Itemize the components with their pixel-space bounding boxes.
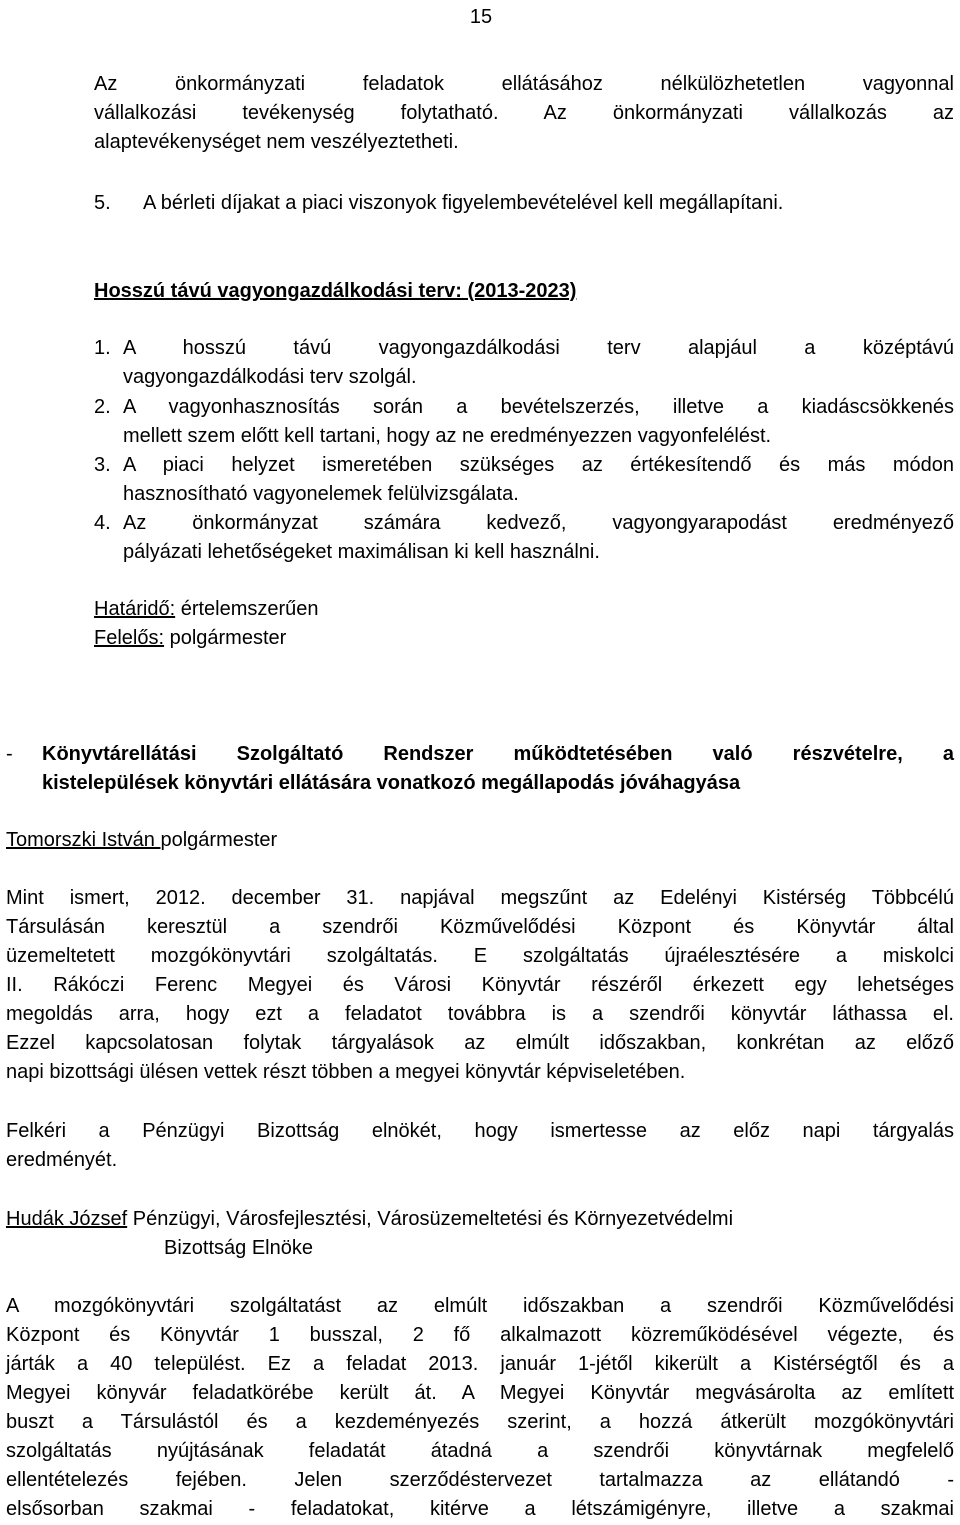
plan-item-2 bbox=[94, 393, 954, 451]
responsible-value: polgármester bbox=[164, 627, 287, 649]
plan-heading: Hosszú távú vagyongazdálkodási terv: (2013-2023) bbox=[94, 280, 577, 302]
paragraph-1-line-3: üzemeltetett mozgókönyvtári szolgáltatás. E szolgáltatás újraélesztésére a miskolci bbox=[6, 945, 954, 967]
point-5-number: 5. bbox=[94, 192, 111, 214]
paragraph-3-line-5: buszt a Társulástól és a kezdeményezés szerint, a hozzá átkerült mozgókönyvtári bbox=[6, 1411, 954, 1433]
agenda-dash: - bbox=[6, 743, 13, 765]
speaker-2 bbox=[6, 1205, 733, 1234]
plan-item-3-number: 3. bbox=[94, 454, 111, 476]
intro-line-2: vállalkozási tevékenység folytatható. Az önkormányzati vállalkozás az bbox=[94, 102, 954, 124]
plan-item-3 bbox=[94, 451, 954, 509]
responsible-label: Felelős: bbox=[94, 627, 165, 649]
plan-item-2-line-2: mellett szem előtt kell tartani, hogy az ne eredményezzen vagyonfelélést. bbox=[123, 425, 772, 447]
plan-item-4-line-2: pályázati lehetőségeket maximálisan ki kell használni. bbox=[123, 541, 600, 563]
plan-item-1-line-2: vagyongazdálkodási terv szolgál. bbox=[123, 366, 417, 388]
paragraph-2-line-1: Felkéri a Pénzügyi Bizottság elnökét, hogy ismertesse az előz napi tárgyalás bbox=[6, 1120, 954, 1142]
paragraph-1-line-6: Ezzel kapcsolatosan folytak tárgyalások az elmúlt időszakban, konkrétan az előző bbox=[6, 1032, 954, 1054]
paragraph-1-line-4: II. Rákóczi Ferenc Megyei és Városi Könyvtár részéről érkezett egy lehetséges bbox=[6, 974, 954, 996]
plan-item-2-line-1: A vagyonhasznosítás során a bevételszerzés, illetve a kiadáscsökkenés bbox=[123, 396, 954, 418]
point-5 bbox=[94, 189, 954, 218]
intro-line-1: Az önkormányzati feladatok ellátásához nélkülözhetetlen vagyonnal bbox=[94, 73, 954, 95]
agenda-item bbox=[6, 740, 954, 798]
speaker-1 bbox=[6, 826, 277, 855]
point-5-text: A bérleti díjakat a piaci viszonyok figyelembevételével kell megállapítani. bbox=[143, 192, 784, 214]
paragraph-3-line-3: járták a 40 települést. Ez a feladat 2013. január 1-jétől kikerült a Kistérségtől és a bbox=[6, 1353, 954, 1375]
plan-item-4-number: 4. bbox=[94, 512, 111, 534]
intro-line-3: alaptevékenységet nem veszélyeztetheti. bbox=[94, 131, 459, 153]
paragraph-1-line-7: napi bizottsági ülésen vettek részt többen a megyei könyvtár képviseletében. bbox=[6, 1061, 686, 1083]
speaker-2-title-line-2: Bizottság Elnöke bbox=[164, 1237, 313, 1259]
paragraph-3-line-8: elsősorban szakmai - feladatokat, kitérve a létszámigényre, illetve a szakmai bbox=[6, 1498, 954, 1520]
speaker-1-name: Tomorszki István bbox=[6, 829, 161, 851]
intro-paragraph bbox=[94, 70, 954, 157]
paragraph-3-line-7: ellentételezés fejében. Jelen szerződéstervezet tartalmazza az ellátandó - bbox=[6, 1469, 954, 1491]
page-number: 15 bbox=[469, 6, 493, 28]
plan-item-2-number: 2. bbox=[94, 396, 111, 418]
plan-item-4 bbox=[94, 509, 954, 567]
speaker-2-name: Hudák József bbox=[6, 1208, 128, 1230]
plan-item-1-line-1: A hosszú távú vagyongazdálkodási terv alapjául a középtávú bbox=[123, 337, 954, 359]
paragraph-1-line-2: Társulásán keresztül a szendrői Közművelődési Központ és Könyvtár által bbox=[6, 916, 954, 938]
deadline-value: értelemszerűen bbox=[175, 598, 319, 620]
plan-item-1 bbox=[94, 334, 954, 392]
paragraph-2-line-2: eredményét. bbox=[6, 1149, 118, 1171]
plan-item-3-line-1: A piaci helyzet ismeretében szükséges az értékesítendő és más módon bbox=[123, 454, 954, 476]
speaker-1-title: polgármester bbox=[160, 829, 278, 851]
paragraph-2 bbox=[6, 1117, 954, 1175]
deadline-label: Határidő: bbox=[94, 598, 176, 620]
plan-item-3-line-2: hasznosítható vagyonelemek felülvizsgálata. bbox=[123, 483, 519, 505]
paragraph-1 bbox=[6, 884, 954, 1087]
plan-item-4-line-1: Az önkormányzat számára kedvező, vagyongyarapodást eredményező bbox=[123, 512, 954, 534]
agenda-title-line-2: kistelepülések könyvtári ellátására vonatkozó megállapodás jóváhagyása bbox=[42, 772, 741, 794]
plan-item-1-number: 1. bbox=[94, 337, 111, 359]
responsible-line bbox=[94, 624, 286, 653]
speaker-2-title-line-1: Pénzügyi, Városfejlesztési, Városüzemeltetési és Környezetvédelmi bbox=[127, 1208, 734, 1230]
paragraph-3-line-2: Központ és Könyvtár 1 busszal, 2 fő alkalmazott közreműködésével végezte, és bbox=[6, 1324, 954, 1346]
paragraph-3 bbox=[6, 1292, 954, 1524]
agenda-title-line-1: Könyvtárellátási Szolgáltató Rendszer működtetésében való részvételre, a bbox=[42, 743, 954, 765]
deadline-line bbox=[94, 595, 319, 624]
paragraph-3-line-1: A mozgókönyvtári szolgáltatást az elmúlt időszakban a szendrői Közművelődési bbox=[6, 1295, 954, 1317]
paragraph-3-line-4: Megyei könyvár feladatkörébe került át. A Megyei Könyvtár megvásárolta az említett bbox=[6, 1382, 954, 1404]
paragraph-1-line-1: Mint ismert, 2012. december 31. napjával megszűnt az Edelényi Kistérség Többcélú bbox=[6, 887, 954, 909]
paragraph-1-line-5: megoldás arra, hogy ezt a feladatot továbbra is a szendrői könyvtár láthassa el. bbox=[6, 1003, 954, 1025]
paragraph-3-line-6: szolgáltatás nyújtásának feladatát átadná a szendrői könyvtárnak megfelelő bbox=[6, 1440, 954, 1462]
